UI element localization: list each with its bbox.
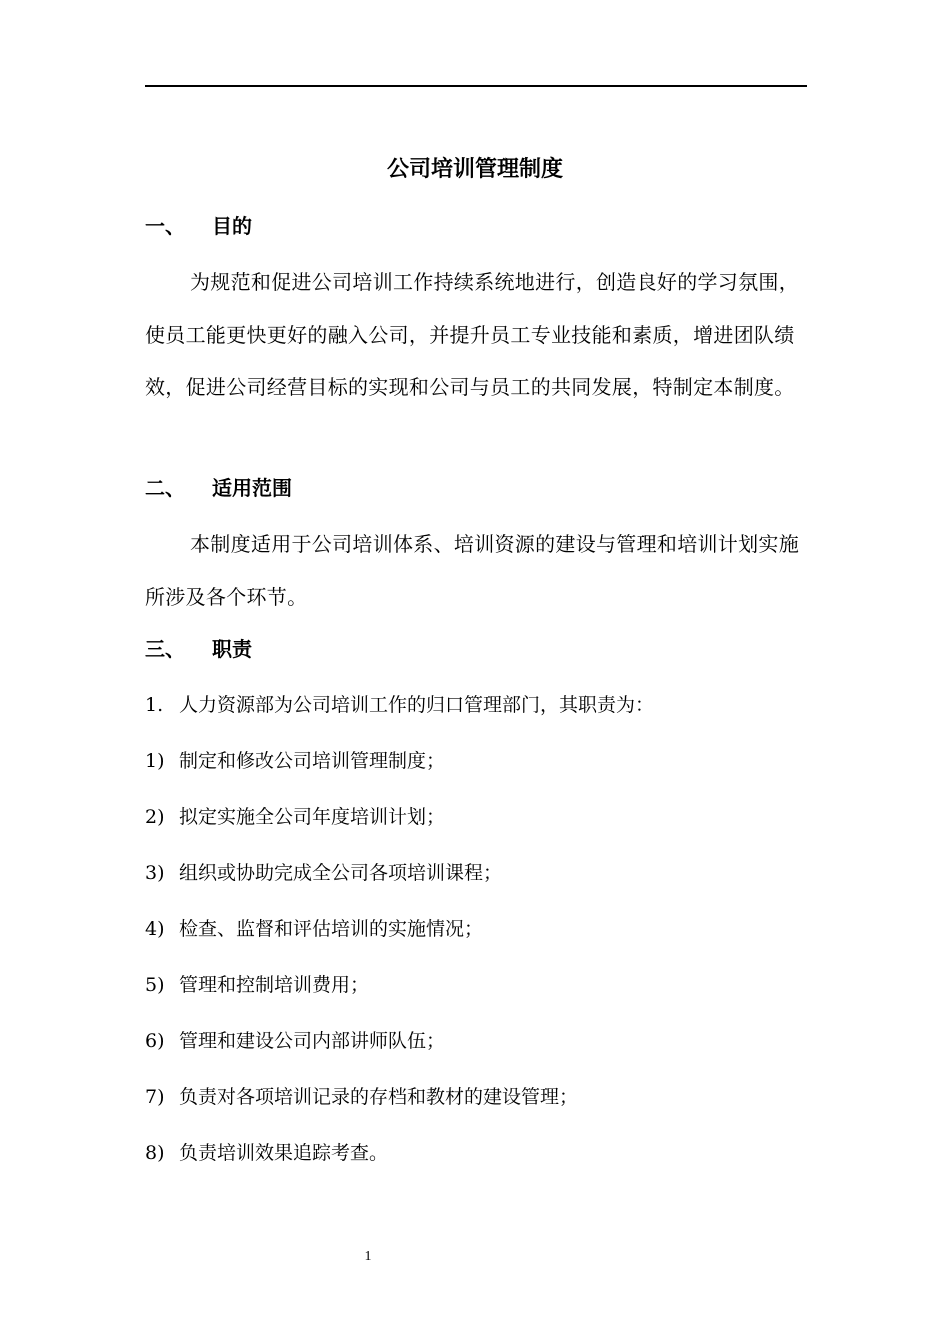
list-marker: 1) <box>145 750 165 772</box>
list-marker: 4) <box>145 918 165 940</box>
list-text: 人力资源部为公司培训工作的归口管理部门，其职责为： <box>179 694 655 716</box>
list-text: 负责对各项培训记录的存档和教材的建设管理； <box>179 1086 579 1108</box>
list-text: 检查、监督和评估培训的实施情况； <box>179 918 484 940</box>
list-marker: 8) <box>145 1142 165 1164</box>
duties-intro <box>145 690 654 720</box>
list-item <box>145 970 369 1000</box>
list-text: 制定和修改公司培训管理制度； <box>179 750 446 772</box>
list-marker: 6) <box>145 1030 165 1052</box>
section-number: 二、 <box>145 476 185 500</box>
section-heading-purpose <box>145 209 252 243</box>
page-number: 1 <box>364 1249 372 1264</box>
list-marker: 5) <box>145 974 165 996</box>
section-heading-duties <box>145 632 252 666</box>
list-text: 管理和控制培训费用； <box>179 974 370 996</box>
list-text: 拟定实施全公司年度培训计划； <box>179 806 446 828</box>
section-title: 职责 <box>212 637 252 661</box>
section-paragraph-purpose: 为规范和促进公司培训工作持续系统地进行，创造良好的学习氛围，使员工能更快更好的融入公司，并提升员工专业技能和素质，增进团队绩效，促进公司经营目标的实现和公司与员工的共同发展，特制定本制度。 <box>145 270 799 399</box>
list-text: 管理和建设公司内部讲师队伍； <box>179 1030 446 1052</box>
section-title: 目的 <box>212 214 252 238</box>
list-item <box>145 1082 578 1112</box>
list-text: 负责培训效果追踪考查。 <box>179 1142 389 1164</box>
document-title: 公司培训管理制度 <box>386 157 563 182</box>
list-item <box>145 1138 388 1168</box>
list-item <box>145 914 483 944</box>
list-text: 组织或协助完成全公司各项培训课程； <box>179 862 503 884</box>
section-paragraph-scope: 本制度适用于公司培训体系、培训资源的建设与管理和培训计划实施所涉及各个环节。 <box>145 532 799 609</box>
section-title: 适用范围 <box>212 476 292 500</box>
list-marker: 1. <box>145 694 164 716</box>
list-item <box>145 1026 445 1056</box>
list-marker: 3) <box>145 862 165 884</box>
header-rule <box>145 85 807 87</box>
list-marker: 7) <box>145 1086 165 1108</box>
list-item <box>145 746 445 776</box>
list-marker: 2) <box>145 806 165 828</box>
section-number: 一、 <box>145 214 185 238</box>
section-number: 三、 <box>145 637 185 661</box>
list-item <box>145 802 445 832</box>
list-item <box>145 858 502 888</box>
section-heading-scope <box>145 471 292 505</box>
